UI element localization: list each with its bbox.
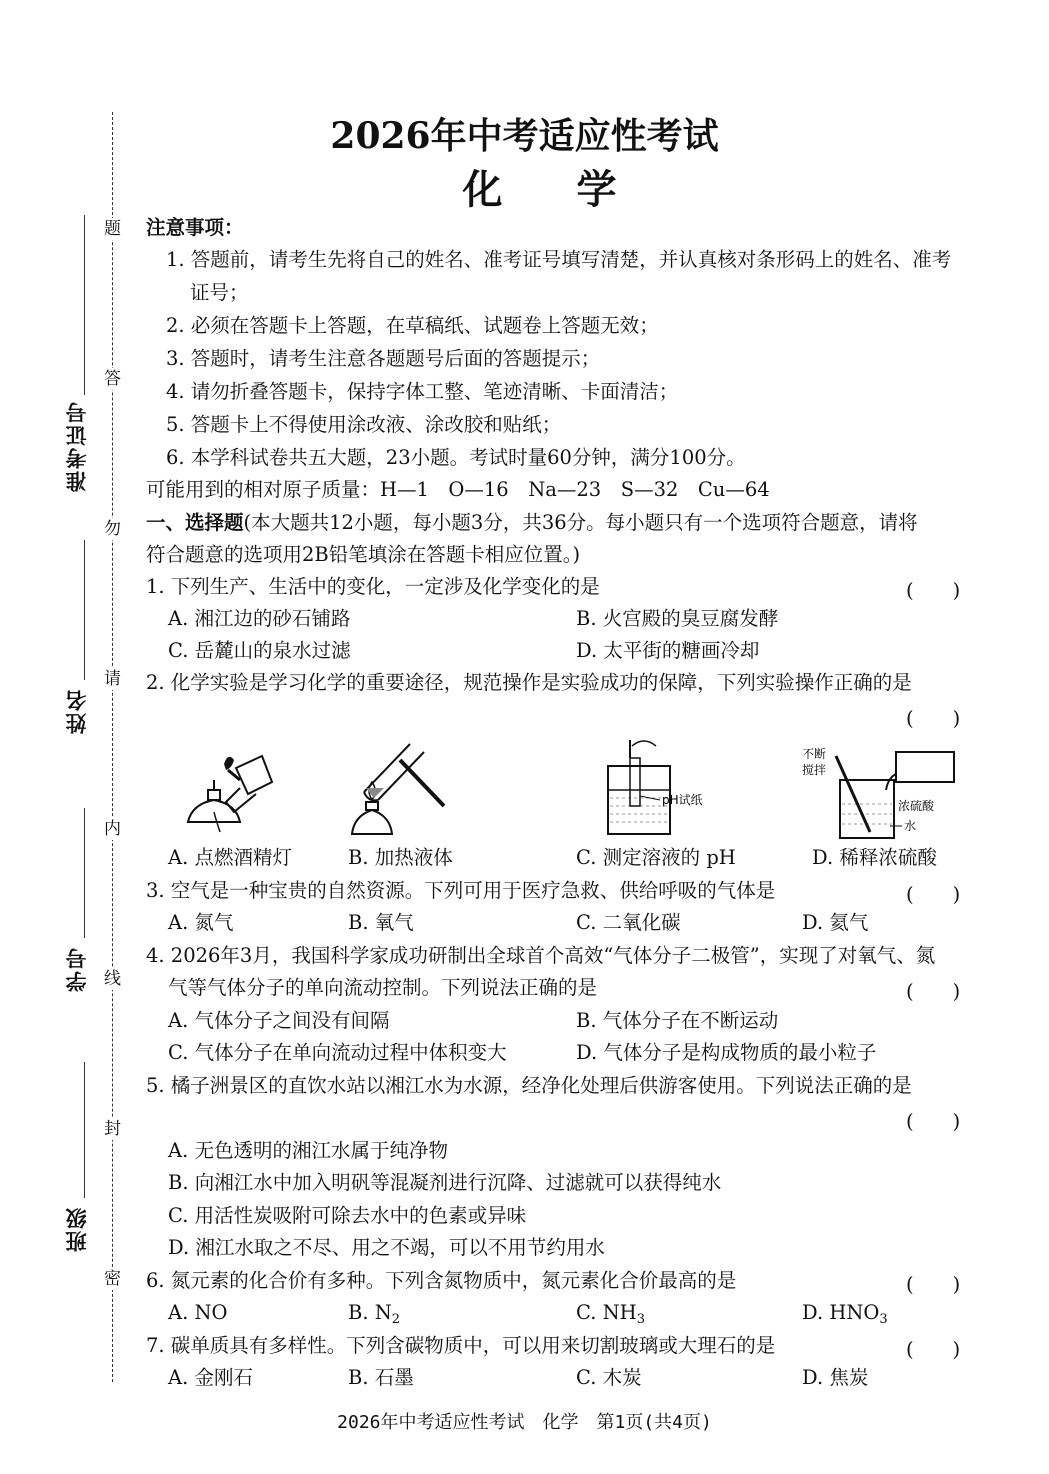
section1-heading: 一、选择题 <box>146 511 244 534</box>
q5-answer-bracket[interactable]: ( ) <box>906 1110 961 1133</box>
q7-answer-bracket[interactable]: ( ) <box>906 1338 961 1361</box>
seal-dashed-line <box>112 112 113 1382</box>
q4-option-d: D. 气体分子是构成物质的最小粒子 <box>576 1041 877 1064</box>
side-field-student-no-line[interactable] <box>84 808 85 938</box>
q2-option-d: D. 稀释浓硫酸 <box>812 846 937 869</box>
alcohol-lamp-lighting-figure <box>176 744 276 844</box>
notice-item: 证号； <box>190 281 249 304</box>
seal-char: 答 <box>104 369 121 389</box>
dilute-sulfuric-acid-figure <box>800 744 960 844</box>
side-field-class-label: 班级 <box>64 1206 89 1252</box>
q7-option-b: B. 石墨 <box>348 1366 414 1389</box>
q6-option-d-subscript: 3 <box>879 1312 888 1327</box>
q7-stem: 7. 碳单质具有多样性。下列含碳物质中，可以用来切割玻璃或大理石的是 <box>146 1334 776 1357</box>
section1-desc-line2: 符合题意的选项用2B铅笔填涂在答题卡相应位置。) <box>146 543 581 566</box>
q7-option-d: D. 焦炭 <box>802 1366 869 1389</box>
q1-stem: 1. 下列生产、生活中的变化，一定涉及化学变化的是 <box>146 575 600 598</box>
page-footer: 2026年中考适应性考试 化学 第1页(共4页) <box>337 1412 712 1433</box>
side-field-name-line[interactable] <box>84 540 85 680</box>
seal-char: 密 <box>104 1269 121 1289</box>
notice-heading: 注意事项： <box>146 216 244 239</box>
q3-option-c: C. 二氧化碳 <box>576 911 681 934</box>
q4-option-b: B. 气体分子在不断运动 <box>576 1009 779 1032</box>
section1-desc: (本大题共12小题，每小题3分，共36分。每小题只有一个选项符合题意，请将 <box>243 511 918 534</box>
q1-option-a: A. 湘江边的砂石铺路 <box>168 607 351 630</box>
side-field-student-no-label: 学号 <box>64 946 89 992</box>
seal-char: 题 <box>104 219 121 239</box>
q6-answer-bracket[interactable]: ( ) <box>906 1273 961 1296</box>
notice-item: 2. 必须在答题卡上答题，在草稿纸、试题卷上答题无效； <box>166 314 659 337</box>
q7-option-c: C. 木炭 <box>576 1366 642 1389</box>
q6-option-d-text: D. HNO <box>802 1301 880 1324</box>
q6-stem: 6. 氮元素的化合价有多种。下列含氮物质中，氮元素化合价最高的是 <box>146 1269 737 1292</box>
q1-answer-bracket[interactable]: ( ) <box>906 579 961 602</box>
notice-item: 1. 答题前，请考生先将自己的姓名、准考证号填写清楚，并认真核对条形码上的姓名、准考 <box>166 248 952 271</box>
q6-option-b-subscript: 2 <box>391 1312 401 1327</box>
q3-stem: 3. 空气是一种宝贵的自然资源。下列可用于医疗急救、供给呼吸的气体是 <box>146 879 776 902</box>
ph-test-figure <box>600 736 730 841</box>
side-field-exam-id-label: 准考证号 <box>64 400 89 492</box>
q5-option-a: A. 无色透明的湘江水属于纯净物 <box>168 1139 448 1162</box>
notice-item: 5. 答题卡上不得使用涂改液、涂改胶和贴纸； <box>166 413 562 436</box>
exam-title: 2026年中考适应性考试 <box>330 115 719 157</box>
q2-answer-bracket[interactable]: ( ) <box>906 707 961 730</box>
notice-item: 6. 本学科试卷共五大题，23小题。考试时量60分钟，满分100分。 <box>166 446 746 469</box>
q4-answer-bracket[interactable]: ( ) <box>906 980 961 1003</box>
acid-label: 浓硫酸 <box>898 799 935 813</box>
ph-paper-label: pH试纸 <box>662 793 703 807</box>
q5-option-b: B. 向湘江水中加入明矾等混凝剂进行沉降、过滤就可以获得纯水 <box>168 1171 722 1194</box>
q4-option-a: A. 气体分子之间没有间隔 <box>168 1009 390 1032</box>
side-field-exam-id-line[interactable] <box>84 215 85 395</box>
q6-option-b-text: B. N <box>348 1301 392 1324</box>
section1-desc-line1 <box>146 511 918 535</box>
seal-char: 勿 <box>104 519 121 539</box>
q3-answer-bracket[interactable]: ( ) <box>906 883 961 906</box>
q4-option-c: C. 气体分子在单向流动过程中体积变大 <box>168 1041 507 1064</box>
q5-option-d: D. 湘江水取之不尽、用之不竭，可以不用节约用水 <box>168 1236 605 1259</box>
q5-option-c: C. 用活性炭吸附可除去水中的色素或异味 <box>168 1204 527 1227</box>
q2-option-c: C. 测定溶液的 pH <box>576 846 736 869</box>
water-label: 水 <box>904 819 917 833</box>
q4-stem-line1: 4. 2026年3月，我国科学家成功研制出全球首个高效“气体分子二极管”，实现了对氧气、氮 <box>146 944 936 967</box>
q6-option-b <box>348 1301 400 1332</box>
q1-option-b: B. 火宫殿的臭豆腐发酵 <box>576 607 779 630</box>
q7-option-a: A. 金刚石 <box>168 1366 253 1389</box>
side-field-class-line[interactable] <box>84 1062 85 1198</box>
side-field-name-label: 姓名 <box>64 688 89 734</box>
q3-option-a: A. 氮气 <box>168 911 234 934</box>
q4-stem-line2: 气等气体分子的单向流动控制。下列说法正确的是 <box>168 976 598 999</box>
seal-char: 请 <box>104 669 121 689</box>
q3-option-d: D. 氦气 <box>802 911 869 934</box>
q1-option-d: D. 太平街的糖画冷却 <box>576 639 760 662</box>
seal-char: 内 <box>104 819 121 839</box>
subject-title: 化 学 <box>462 166 647 213</box>
seal-char: 线 <box>104 969 121 989</box>
q1-option-c: C. 岳麓山的泉水过滤 <box>168 639 351 662</box>
q5-stem: 5. 橘子洲景区的直饮水站以湘江水为水源，经净化处理后供游客使用。下列说法正确的是 <box>146 1074 912 1097</box>
notice-item: 4. 请勿折叠答题卡，保持字体工整、笔迹清晰、卡面清洁； <box>166 380 679 403</box>
q2-stem: 2. 化学实验是学习化学的重要途径，规范操作是实验成功的保障，下列实验操作正确的是 <box>146 671 912 694</box>
q2-option-b: B. 加热液体 <box>348 846 453 869</box>
notice-item: 3. 答题时，请考生注意各题题号后面的答题提示； <box>166 347 601 370</box>
q6-option-a: A. NO <box>168 1301 228 1324</box>
stir-label-2: 搅拌 <box>802 763 827 777</box>
seal-char: 封 <box>104 1119 121 1139</box>
q3-option-b: B. 氧气 <box>348 911 414 934</box>
q6-option-d <box>802 1301 888 1332</box>
q6-option-c-text: C. NH <box>576 1301 637 1324</box>
q2-option-a: A. 点燃酒精灯 <box>168 846 292 869</box>
atomic-masses: 可能用到的相对原子质量：H—1 O—16 Na—23 S—32 Cu—64 <box>146 478 770 501</box>
q6-option-c-subscript: 3 <box>636 1312 645 1327</box>
heating-liquid-figure <box>344 738 454 843</box>
stir-label-1: 不断 <box>802 747 827 761</box>
q6-option-c <box>576 1301 645 1332</box>
